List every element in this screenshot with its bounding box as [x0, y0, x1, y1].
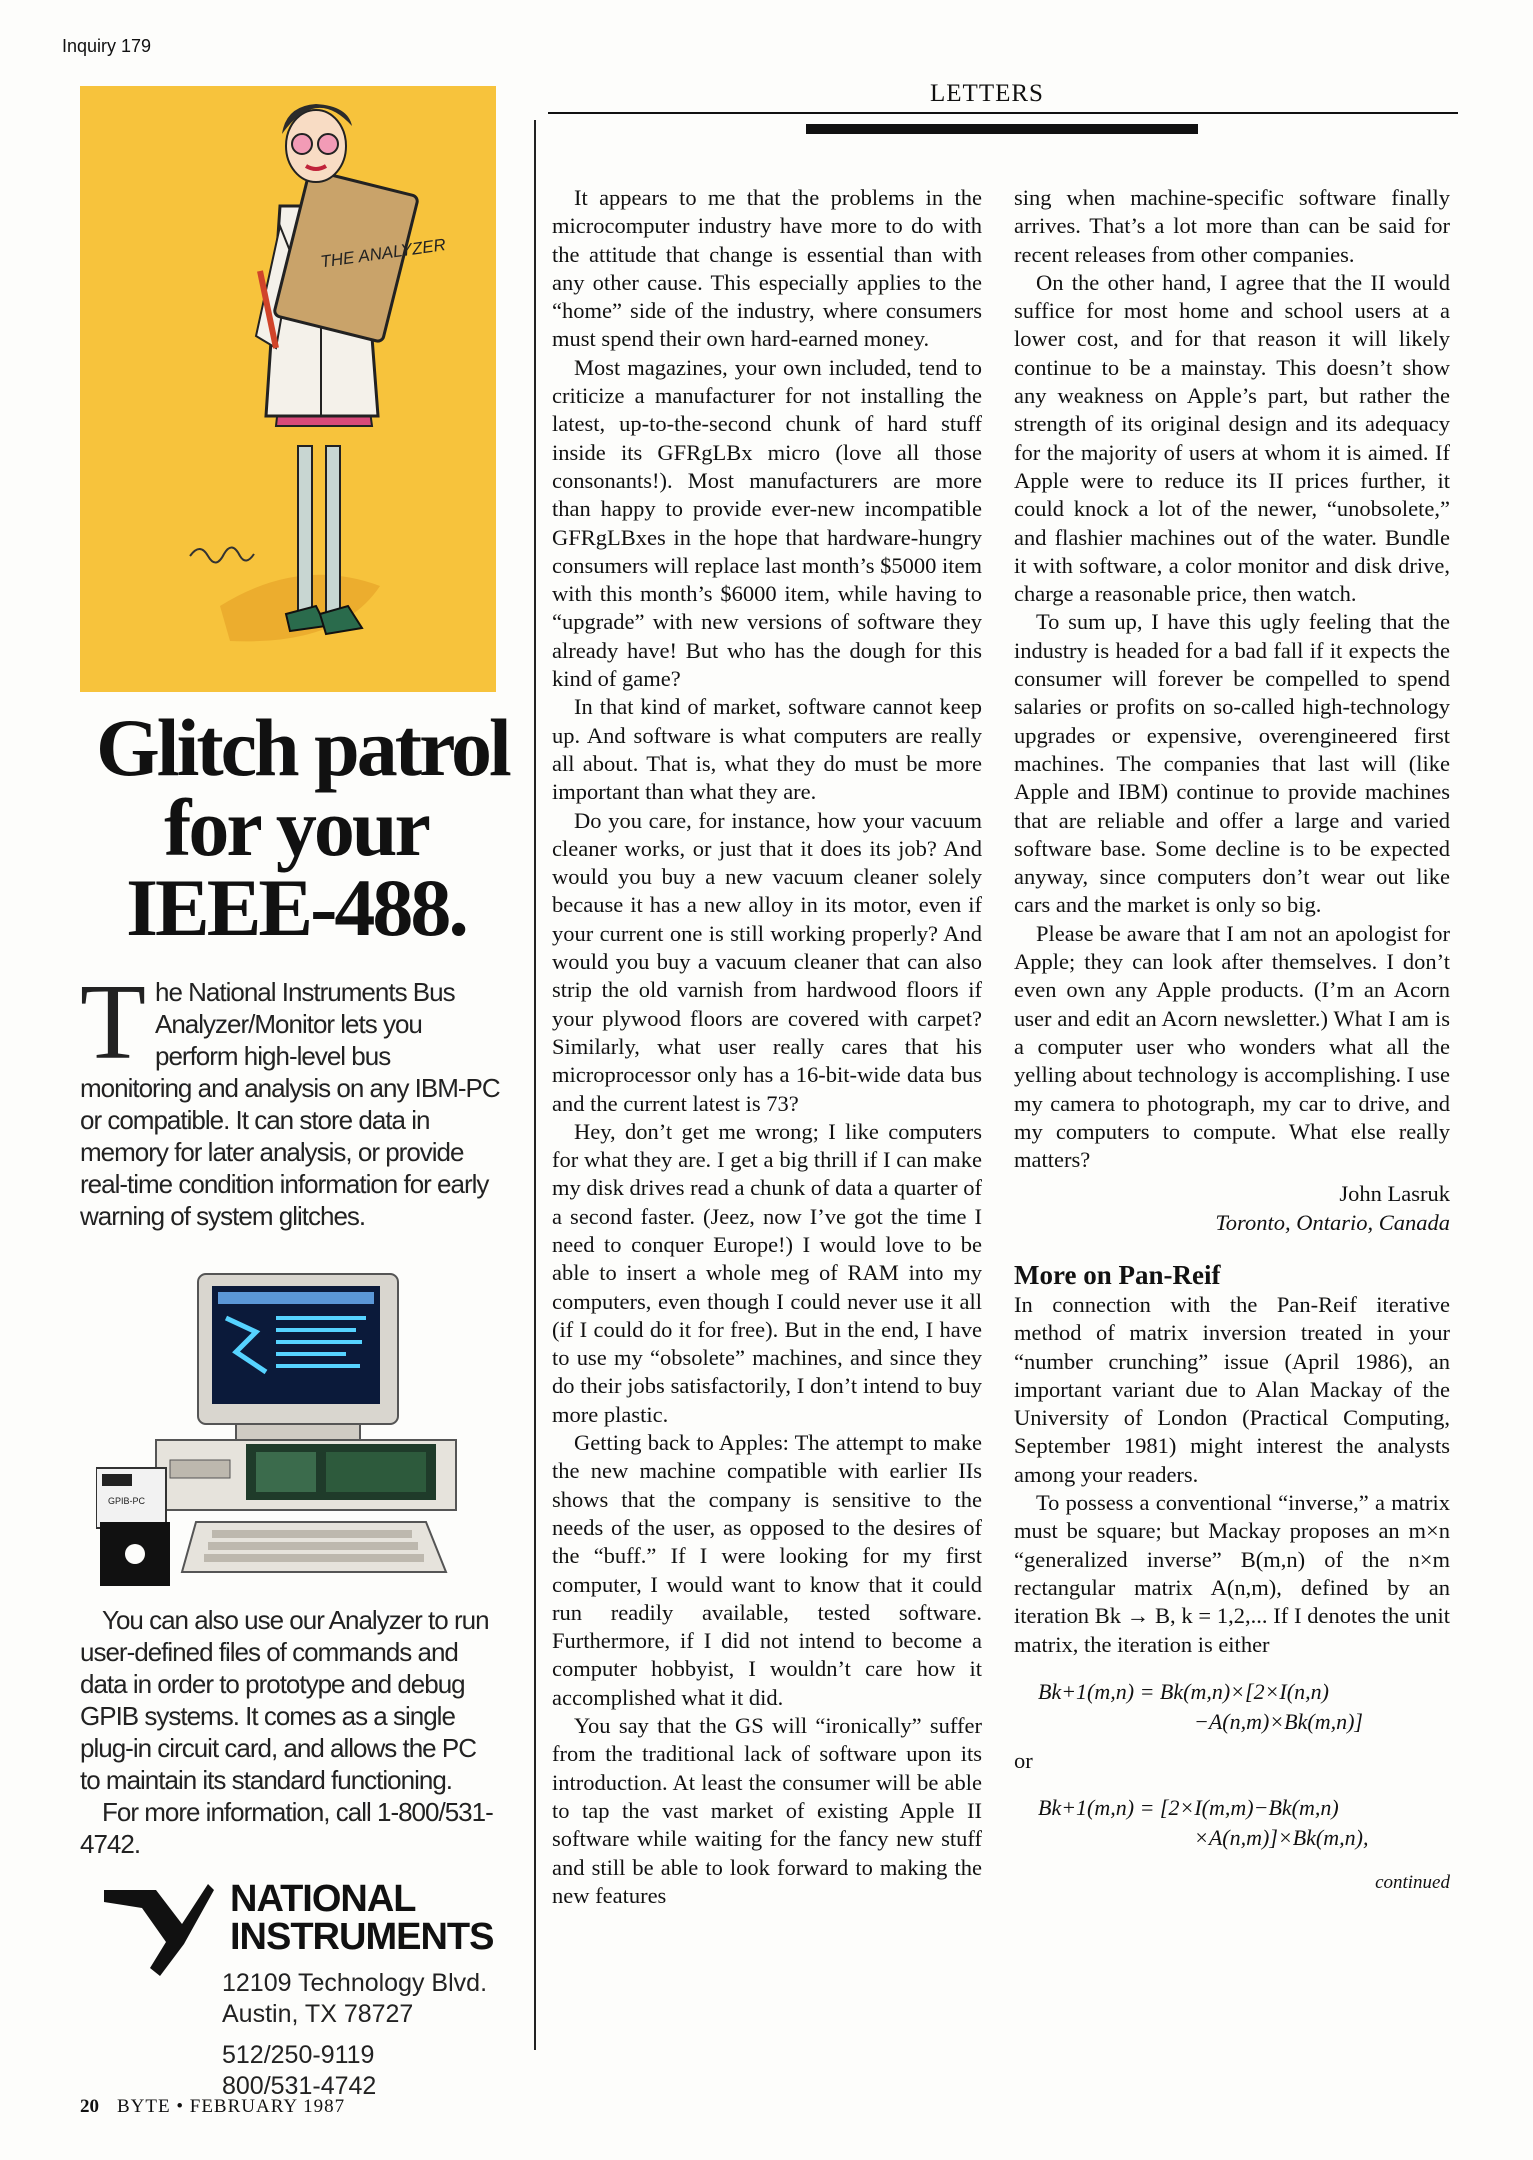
letter-paragraph: It appears to me that the problems in the microcomputer industry have more to do with the attitude that change is essential than with any other cause. This especially applies to the “home” side of the industry, where consumers must spend their own hard-earned money.	[552, 185, 982, 352]
publication-date: BYTE • FEBRUARY 1987	[117, 2096, 346, 2117]
headline-line-2: for your	[164, 782, 428, 873]
section-rule	[548, 112, 1458, 114]
headline-line-3: IEEE-488.	[126, 862, 466, 953]
page-number: 20	[80, 2096, 99, 2117]
brand-name	[230, 1880, 493, 1956]
clipboard-label: THE ANALYZER	[319, 235, 447, 272]
letter-signature	[1014, 1180, 1450, 1237]
phone-2: 800/531-4742	[222, 2072, 377, 2100]
equation-1	[1014, 1677, 1450, 1737]
letter-paragraph: Getting back to Apples: The attempt to make the new machine compatible with earlier IIs shows that the company is sensitive to the needs of the user, as opposed to the desires of the “buff.” If I were looking for my first computer, I would want to know that it could run readily available, tested software. Furthermore, if I did not intend to become a computer hobbyist, I wouldn’t care how it accomplished what it did.	[552, 1430, 982, 1710]
continued-marker: continued	[1375, 1872, 1450, 1894]
company-address	[222, 1968, 487, 2102]
pan-reif-paragraph-2: To possess a conventional “inverse,” a matrix must be square; but Mackay proposes an m×n “generalized inverse” B(m,n) of the n×m rectangular matrix A(n,m), defined by an iteration Bk → B, k = 1,2,... If I denotes the unit matrix, the iteration is either	[1014, 1490, 1450, 1657]
ibm-pc-photo	[96, 1272, 492, 1592]
headline-line-1: Glitch patrol	[96, 702, 509, 793]
drop-cap: T	[80, 963, 145, 1082]
letters-column-1	[552, 184, 982, 1910]
computer-illustration	[96, 1272, 492, 1592]
letters-column-2	[1014, 184, 1450, 1897]
equation-2-line-1: Bk+1(m,n) = [2×I(m,m)−Bk(m,n)	[1038, 1795, 1339, 1821]
column-divider	[534, 120, 536, 2050]
page-footer	[80, 2096, 345, 2118]
section-bar	[806, 124, 1198, 134]
brand-line-1: NATIONAL	[230, 1878, 416, 1920]
box-label: GPIB-PC	[108, 1496, 146, 1506]
address-line-2: Austin, TX 78727	[222, 2000, 414, 2028]
national-instruments-logo	[104, 1884, 214, 1976]
letter-paragraph: Most magazines, your own included, tend to criticize a manufacturer for not installing the latest, up-to-the-second chunk of hard stuff inside its GFRgLBx micro (love all those consonants!). Most manufacturers are more than happy to provide ever-new incompatible GFRgLBxes in the hope that hardware-hungry consumers will replace last month’s $5000 item with this month’s $6000 item, while having to “upgrade” with new versions of software they already have! But who has the dough for this kind of game?	[552, 354, 982, 692]
equation-2-line-2: ×A(n,m)]×Bk(m,n),	[1194, 1825, 1369, 1851]
ad-headline	[96, 702, 509, 953]
letter-paragraph: sing when machine-specific software finally arrives. That’s a lot more than can be said for recent releases from other companies.	[1014, 185, 1450, 267]
analyzer-illustration	[80, 86, 496, 692]
pan-reif-heading: More on Pan-Reif	[1014, 1259, 1221, 1290]
pan-reif-paragraph-1: In connection with the Pan-Reif iterative method of matrix inversion treated in your “number crunching” issue (April 1986), an important variant due to Alan Mackay of the University of London (Practical Computing, September 1981) might interest the analysts among your readers.	[1014, 1291, 1450, 1487]
inquiry-number: Inquiry 179	[62, 36, 152, 56]
letter-paragraph: In that kind of market, software cannot keep up. And software is what computers are really all about. That is, what they do must be more important than what they are.	[552, 694, 982, 805]
ad-body-paragraph-2: For more information, call 1-800/531-4742.	[80, 1797, 493, 1859]
ad-intro	[80, 963, 500, 1232]
woman-with-analyzer-drawing	[80, 86, 496, 692]
ni-logo-icon	[104, 1884, 214, 1976]
equation-2	[1014, 1793, 1450, 1853]
signature-location: Toronto, Ontario, Canada	[1215, 1209, 1450, 1235]
letter-paragraph: To sum up, I have this ugly feeling that the industry is headed for a bad fall if it expects the consumer will forever be compelled to spend salaries or profits on so-called high-technology upgrades or expensive, overengineered first machines. The companies that last will (like Apple and IBM) continue to provide machines that are reliable and offer a large and varied software base. Some decline is to be expected anyway, since computers don’t wear out like cars and the market is only so big.	[1014, 609, 1450, 918]
equation-1-line-2: −A(n,m)×Bk(m,n)]	[1194, 1708, 1363, 1734]
section-title: LETTERS	[930, 80, 1044, 107]
letter-paragraph: You say that the GS will “ironically” suffer from the traditional lack of software upon its introduction. At least the consumer will be able to tap the vast market of existing Apple II software while waiting for the fancy new stuff and still be able to look forward to making the new features	[552, 1713, 982, 1908]
ad-intro-text: he National Instruments Bus Analyzer/Monitor lets you perform high-level bus monitoring and analysis on any IBM-PC or compatible. It can store data in memory for later analysis, or provide real-time condition information for early warning of system glitches.	[80, 977, 500, 1231]
letter-paragraph: Please be aware that I am not an apologist for Apple; they can look after themselves. I don’t even own any Apple products. (I’m an Acorn user and edit an Acorn newsletter.) What I am is a computer user who wonders what all the yelling about technology is accomplishing. I use my camera to photograph, my car to drive, and my computers to compute. What else really matters?	[1014, 920, 1450, 1173]
phone-1: 512/250-9119	[222, 2041, 375, 2069]
address-line-1: 12109 Technology Blvd.	[222, 1969, 488, 1997]
ad-body-paragraph-1: You can also use our Analyzer to run user-defined files of commands and data in order to prototype and debug GPIB systems. It comes as a single plug-in circuit card, and allows the PC to maintain its standard functioning.	[80, 1605, 489, 1795]
or-text: or	[1014, 1747, 1033, 1773]
brand-line-2: INSTRUMENTS	[230, 1916, 494, 1958]
letter-paragraph: Do you care, for instance, how your vacuum cleaner works, or just that it does its job? And would you buy a new vacuum cleaner solely because it has a new alloy in its motor, even if your current one is still working properly? And would you buy a vacuum cleaner that can also strip the old varnish from hardwood floors if your plywood floors are covered with carpet? Similarly, what user really cares that his microprocessor only has a 16-bit-wide data bus and the current latest is 73?	[552, 807, 982, 1116]
equation-1-line-1: Bk+1(m,n) = Bk(m,n)×[2×I(n,n)	[1038, 1678, 1329, 1704]
signature-name: John Lasruk	[1339, 1181, 1450, 1207]
letter-paragraph: Hey, don’t get me wrong; I like computers for what they are. I get a big thrill if I can make my disk drives read a chunk of data a quarter of a second faster. (Jeez, now I’ve got the time I need to conquer Europe!) I would love to be able to insert a whole meg of RAM into my computers, even though I could never use it all (if I could do it for free). But in the end, I have to use my “obsolete” machines, and since they do their jobs satisfactorily, I don’t intend to buy more plastic.	[552, 1118, 982, 1427]
letter-paragraph: On the other hand, I agree that the II would suffice for most home and school users at a lower cost, and for that reason it will likely continue to be a mainstay. This doesn’t show any weakness on Apple’s part, but rather the strength of its original design and its adequacy for the majority of users at whom it is aimed. If Apple were to reduce its II prices further, it could knock a lot of the newer, “unobsolete,” and flashier machines out of the water. Bundle it with software, a color monitor and disk drive, charge a reasonable price, then watch.	[1014, 269, 1450, 607]
ad-body	[80, 1604, 500, 1860]
